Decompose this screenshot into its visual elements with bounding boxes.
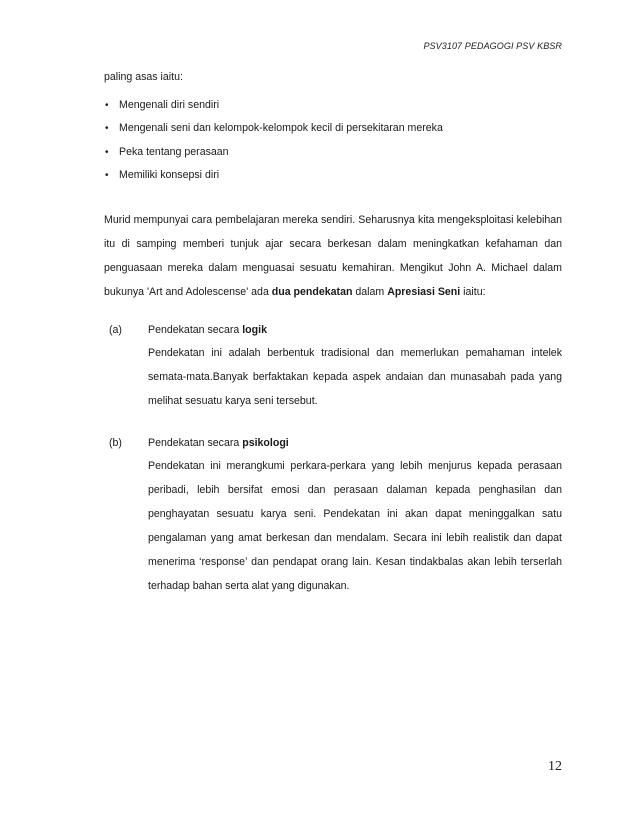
- list-item: [104, 94, 562, 118]
- item-title: [148, 433, 562, 454]
- bullet-list: [104, 94, 562, 188]
- list-item: [104, 117, 562, 141]
- item-body: Pendekatan ini adalah berbentuk tradisional dan memerlukan pemahaman intelek semata-mata.Banyak berfaktakan kepada aspek andaian dan munasabah pada yang melihat sesuatu karya seni tersebut.: [148, 346, 562, 407]
- approach-item-a: [104, 320, 562, 413]
- list-item-text: Mengenali diri sendiri: [119, 98, 220, 111]
- page-number: 12: [548, 759, 562, 774]
- item-title-prefix: Pendekatan secara: [148, 323, 243, 336]
- item-title-bold: logik: [242, 323, 267, 336]
- list-item-text: Mengenali seni dan kelompok-kelompok kecil di persekitaran mereka: [119, 122, 443, 135]
- item-title-prefix: Pendekatan secara: [148, 436, 243, 449]
- list-item-text: Memiliki konsepsi diri: [119, 169, 220, 182]
- item-title-bold: psikologi: [242, 436, 289, 449]
- page-content: [104, 70, 562, 598]
- paragraph-text: Murid mempunyai cara pembelajaran mereka sendiri. Seharusnya kita mengeksploitasi kelebihan itu di samping memberi tunjuk ajar secara berkesan dalam meningkatkan kefahaman dan penguasaan mereka dalam menguasai sesuatu kemahiran. Mengikut John A. Michael dalam bukunya 'Art and Adolescense' ada: [104, 213, 562, 298]
- item-label: (b): [109, 436, 122, 449]
- item-label: (a): [109, 323, 122, 336]
- list-item: [104, 141, 562, 165]
- body-paragraph: [104, 208, 562, 304]
- item-title: [148, 320, 562, 341]
- bullet-icon: •: [105, 99, 109, 111]
- paragraph-bold-term: dua pendekatan: [271, 285, 353, 298]
- approach-item-b: [104, 433, 562, 598]
- bullet-icon: •: [105, 146, 109, 158]
- item-body: Pendekatan ini merangkumi perkara-perkara yang lebih menjurus kepada perasaan peribadi, lebih bersifat emosi dan perasaan dalaman kepada penghasilan dan penghayatan sesuatu karya seni. Pendekatan ini akan dapat meninggalkan satu pengalaman yang amat berkesan dan mendalam. Secara ini lebih realistik dan dapat menerima ‘response’ dan pendapat orang lain. Kesan tindakbalas akan lebih terserlah terhadap bahan serta alat yang digunakan.: [148, 459, 562, 592]
- intro-text: paling asas iaitu:: [104, 71, 183, 83]
- list-item: [104, 164, 562, 188]
- running-header: PSV3107 PEDAGOGI PSV KBSR: [423, 41, 562, 51]
- paragraph-text: dalam: [352, 285, 388, 298]
- bullet-icon: •: [105, 123, 109, 135]
- bullet-icon: •: [105, 170, 109, 182]
- list-item-text: Peka tentang perasaan: [119, 145, 229, 158]
- paragraph-bold-term: Apresiasi Seni: [387, 285, 461, 298]
- paragraph-text: iaitu:: [460, 285, 486, 298]
